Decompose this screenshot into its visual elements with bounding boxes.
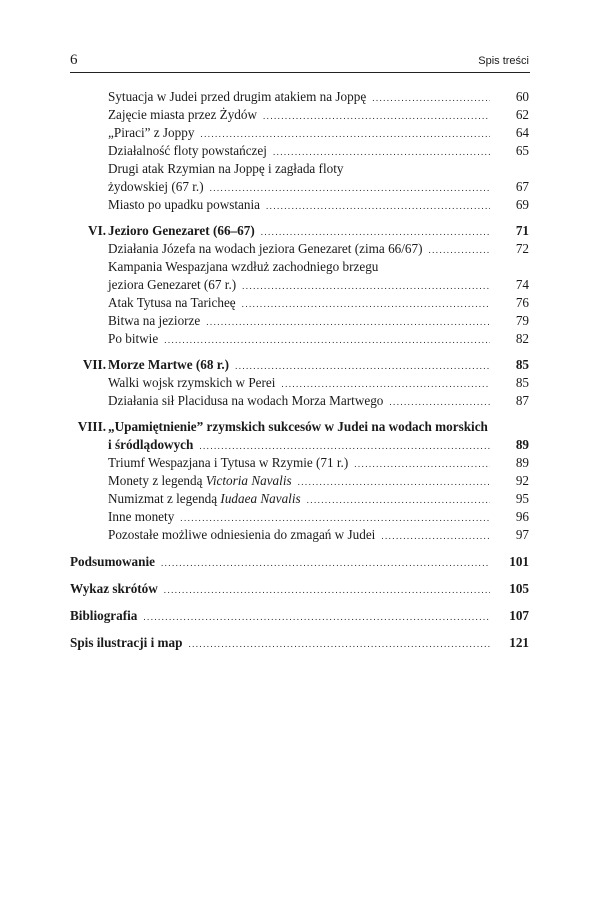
chapter-entry: i śródlądowych ..... xyxy=(108,436,490,454)
running-header xyxy=(70,52,530,73)
toc-page-number: 60 xyxy=(515,89,529,104)
toc-page-number: 95 xyxy=(515,491,529,506)
chapter-entry-first-line: „Upamiętnienie” rzymskich sukcesów w Judei na wodach morskich xyxy=(108,419,488,434)
toc-page-number: 76 xyxy=(515,295,529,310)
section-entry: Spis ilustracji i map ..... xyxy=(70,634,490,652)
section-entry: Wykaz skrótów ..... xyxy=(70,580,490,598)
running-title: Spis treści xyxy=(478,55,529,67)
toc-entry: Działania Józefa na wodach jeziora Genezaret (zima 66/67) ..... xyxy=(108,240,490,258)
toc-page-number: 82 xyxy=(515,331,529,346)
toc-page-number: 69 xyxy=(515,197,529,212)
toc-entry: Sytuacja w Judei przed drugim atakiem na Joppę ..... xyxy=(108,88,490,106)
toc-page-number: 64 xyxy=(515,125,529,140)
toc-page-number: 71 xyxy=(515,223,529,238)
toc-page-number: 89 xyxy=(515,437,529,452)
toc-page-number: 92 xyxy=(515,473,529,488)
page-number: 6 xyxy=(70,52,78,68)
toc-entry: Walki wojsk rzymskich w Perei ..... xyxy=(108,374,490,392)
toc-page-number: 89 xyxy=(515,455,529,470)
toc-entry: jeziora Genezaret (67 r.) ..... xyxy=(108,276,490,294)
toc-page-number: 62 xyxy=(515,107,529,122)
toc-page-number: 85 xyxy=(515,375,529,390)
toc-entry: Działalność floty powstańczej ..... xyxy=(108,142,490,160)
toc-entry: Bitwa na jeziorze ..... xyxy=(108,312,490,330)
toc-page-number: 87 xyxy=(515,393,529,408)
toc-page-number: 105 xyxy=(509,581,529,596)
section-entry: Podsumowanie ..... xyxy=(70,553,490,571)
toc-entry: Pozostałe możliwe odniesienia do zmagań w Judei ..... xyxy=(108,526,490,544)
toc-page-number: 85 xyxy=(515,357,529,372)
chapter-numeral: VI. xyxy=(88,223,106,238)
toc-entry: Numizmat z legendą Iudaea Navalis ..... xyxy=(108,490,490,508)
chapter-entry: Morze Martwe (68 r.) ..... xyxy=(108,356,490,374)
toc-page-number: 96 xyxy=(515,509,529,524)
toc-entry-first-line: Drugi atak Rzymian na Joppę i zagłada floty xyxy=(108,161,344,176)
toc-entry: Inne monety ..... xyxy=(108,508,490,526)
toc-entry-first-line: Kampania Wespazjana wzdłuż zachodniego brzegu xyxy=(108,259,379,274)
toc-entry: Miasto po upadku powstania ..... xyxy=(108,196,490,214)
toc-entry: Monety z legendą Victoria Navalis ..... xyxy=(108,472,490,490)
chapter-entry: Jezioro Genezaret (66–67) ..... xyxy=(108,222,490,240)
section-entry: Bibliografia ..... xyxy=(70,607,490,625)
toc-page-number: 72 xyxy=(515,241,529,256)
toc-page-number: 97 xyxy=(515,527,529,542)
toc-entry: Zajęcie miasta przez Żydów ..... xyxy=(108,106,490,124)
toc-page-number: 65 xyxy=(515,143,529,158)
toc-page-number: 101 xyxy=(509,554,529,569)
toc-page-number: 67 xyxy=(515,179,529,194)
chapter-numeral: VII. xyxy=(82,357,106,372)
chapter-numeral: VIII. xyxy=(77,419,106,434)
toc-entry: Po bitwie ..... xyxy=(108,330,490,348)
toc-entry: Atak Tytusa na Taricheę ..... xyxy=(108,294,490,312)
toc-entry: Działania sił Placidusa na wodach Morza Martwego ..... xyxy=(108,392,490,410)
toc-page-number: 79 xyxy=(515,313,529,328)
toc-page-number: 74 xyxy=(515,277,529,292)
toc-page-number: 121 xyxy=(509,635,529,650)
toc-entry: Triumf Wespazjana i Tytusa w Rzymie (71 r.) ..... xyxy=(108,454,490,472)
toc-entry: „Piraci” z Joppy ..... xyxy=(108,124,490,142)
toc-entry: żydowskiej (67 r.) ..... xyxy=(108,178,490,196)
toc-page-number: 107 xyxy=(509,608,529,623)
